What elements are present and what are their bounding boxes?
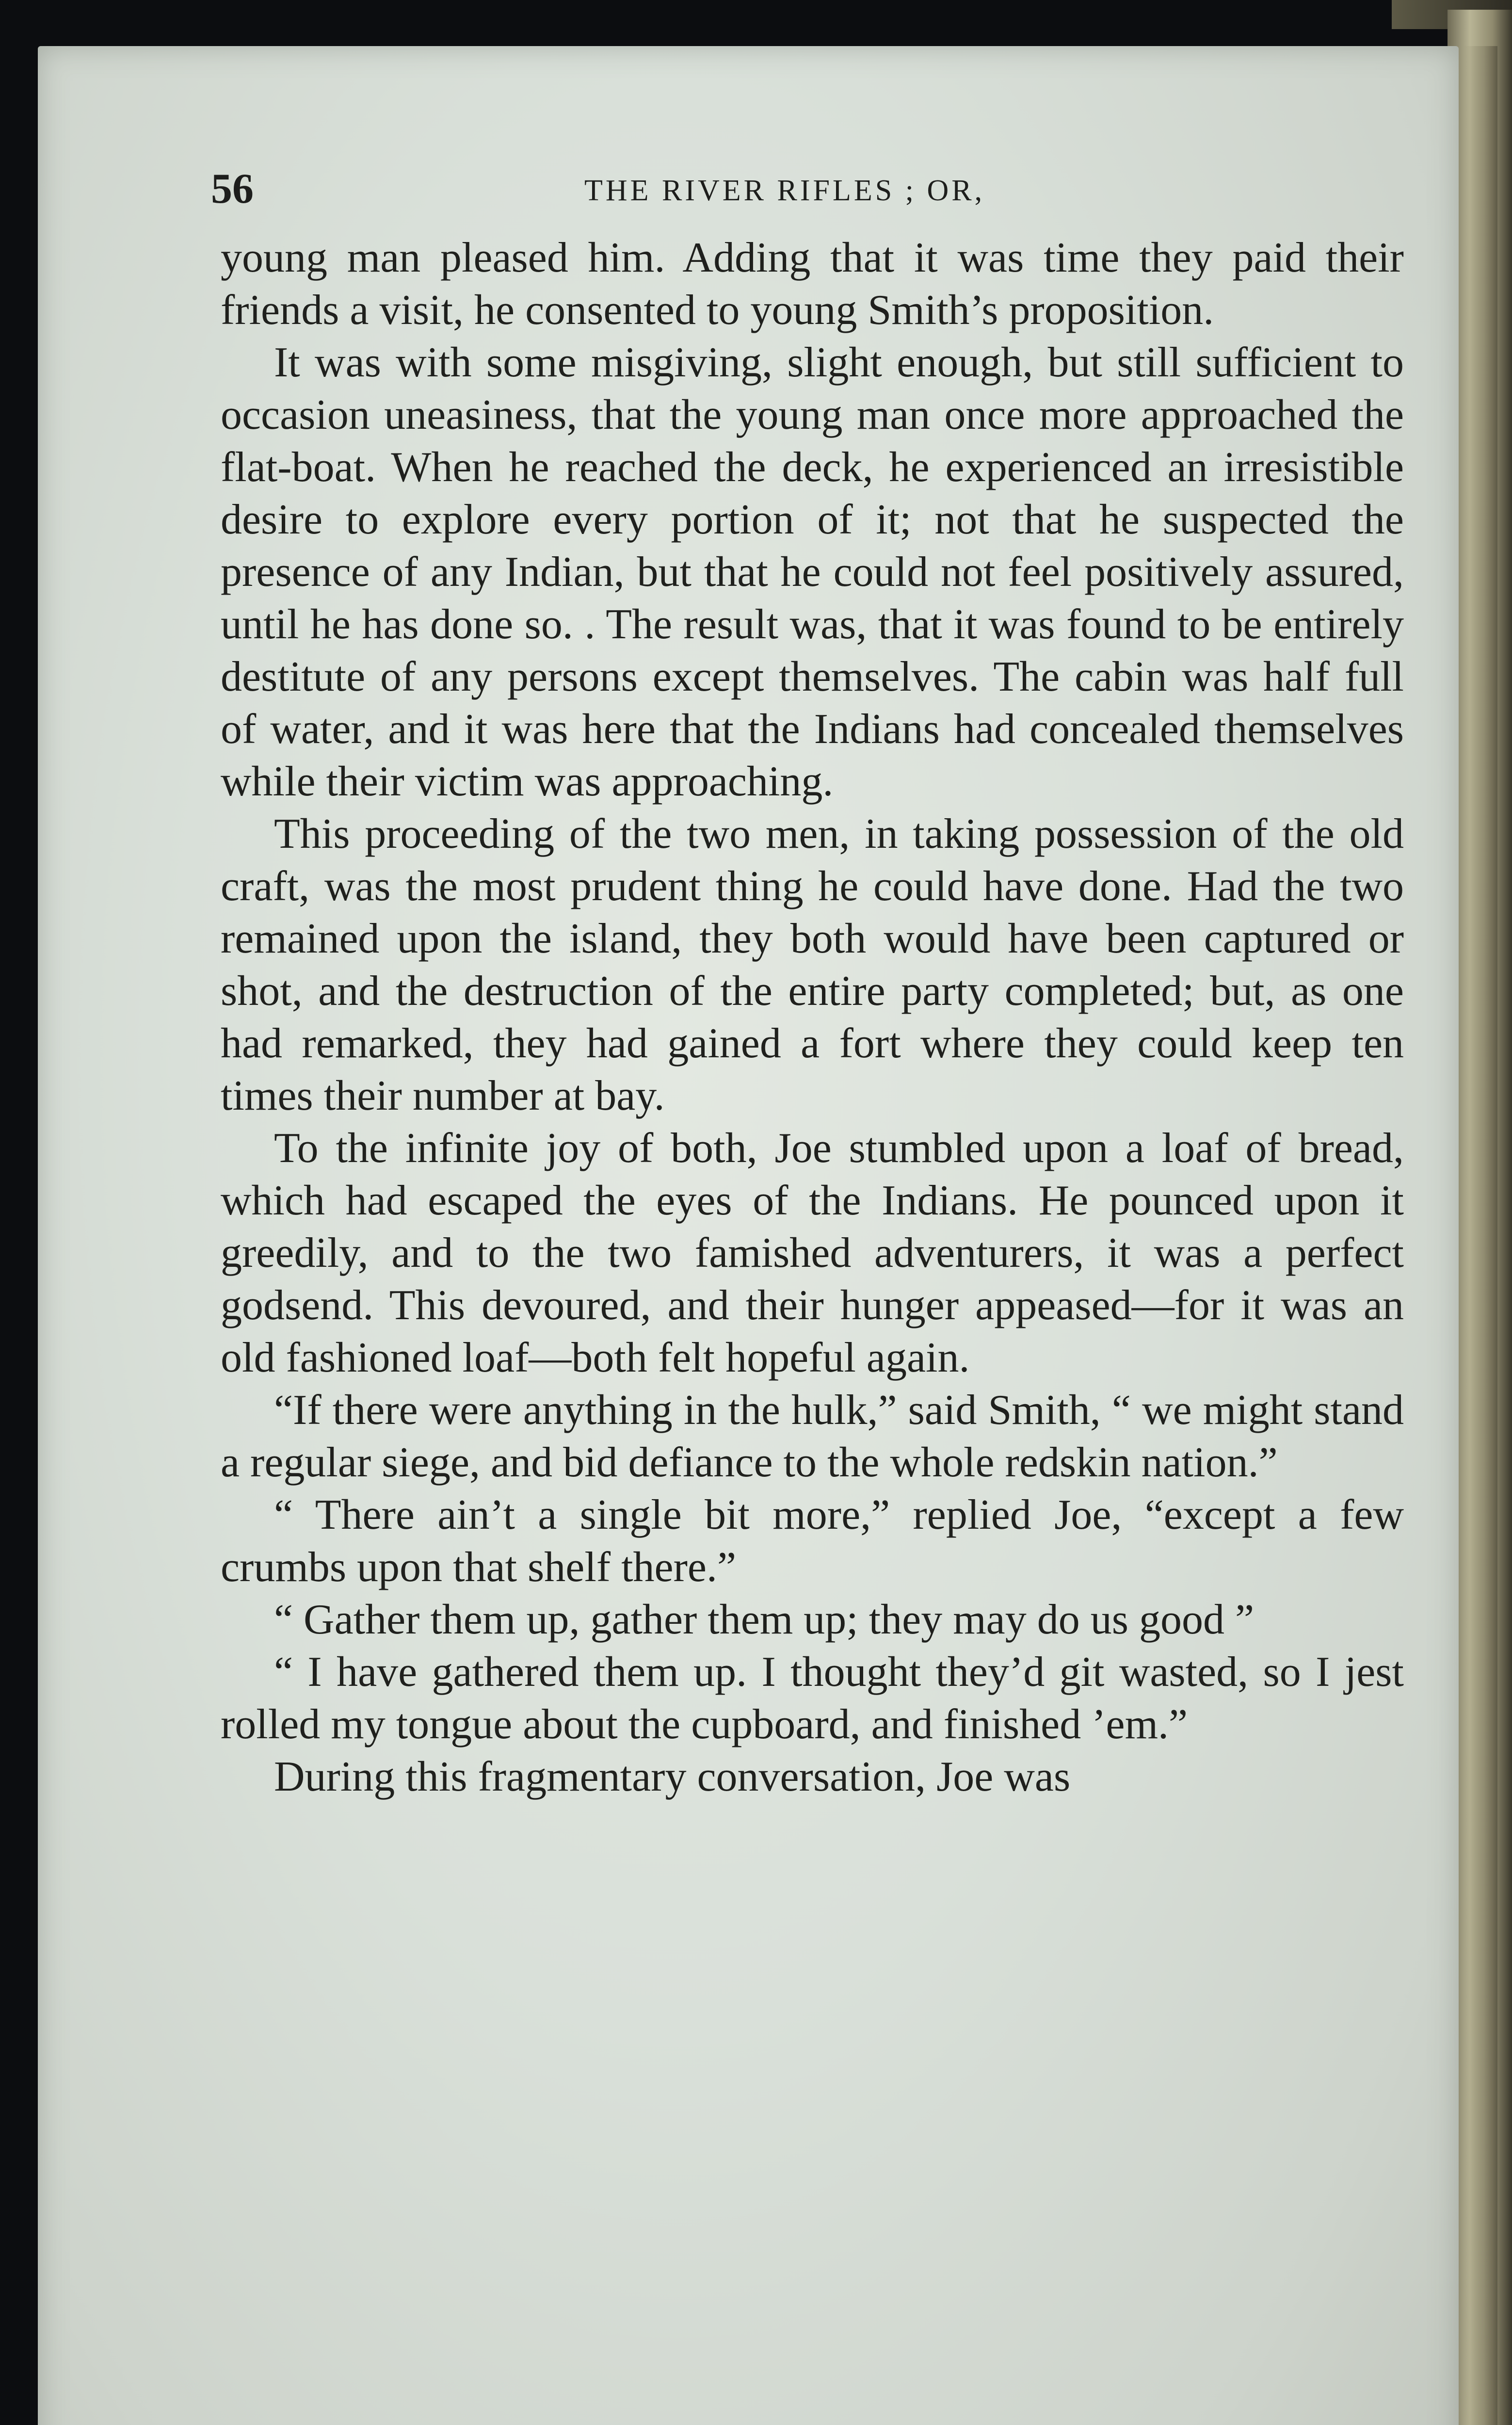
page-header [172,162,1409,221]
paragraph: young man pleased him. Adding that it was time they paid their friends a visit, he consented to young Smith’s proposition. [221,234,1404,334]
paragraph: “ I have gathered them up. I thought they’d git wasted, so I jest rolled my tongue about the cupboard, and finished ’em.” [221,1649,1404,1748]
paragraph: “ Gather them up, gather them up; they may do us good ” [274,1596,1255,1643]
paragraph: “ There ain’t a single bit more,” replied Joe, “except a few crumbs upon that shelf there.” [221,1491,1404,1591]
paragraph: This proceeding of the two men, in taking possession of the old craft, was the most prudent thing he could have done. Had the two remained upon the island, they both would have been captured or shot, and the destruction of the entire party completed; but, as one had remarked, they had gained a fort where they could keep ten times their number at bay. [221,810,1404,1119]
page-number: 56 [211,165,254,212]
paragraph: During this fragmentary conversation, Joe was [274,1753,1071,1800]
page-shadow-edge [1464,46,1497,2425]
running-head: THE RIVER RIFLES ; OR, [584,174,985,207]
paragraph: It was with some misgiving, slight enough, but still sufficient to occasion uneasiness, that the young man once more approached the flat-boat. When he reached the deck, he experienced an irresistible desire to explore every portion of it; not that he suspected the presence of any Indian, but that he could not feel positively assured, until he has done so. . The result was, that it was found to be entirely destitute of any persons except themselves. The cabin was half full of water, and it was here that the Indians had concealed themselves while their victim was approaching. [221,339,1404,805]
paragraph: “If there were anything in the hulk,” said Smith, “ we might stand a regular siege, and bid defiance to the whole redskin nation.” [221,1387,1404,1486]
body-text [221,232,1404,1803]
paragraph: To the infinite joy of both, Joe stumbled upon a loaf of bread, which had escaped the eyes of the Indians. He pounced upon it greedily, and to the two famished adventurers, it was a perfect godsend. This devoured, and their hunger appeased—for it was an old fashioned loaf—both felt hopeful again. [221,1125,1404,1381]
